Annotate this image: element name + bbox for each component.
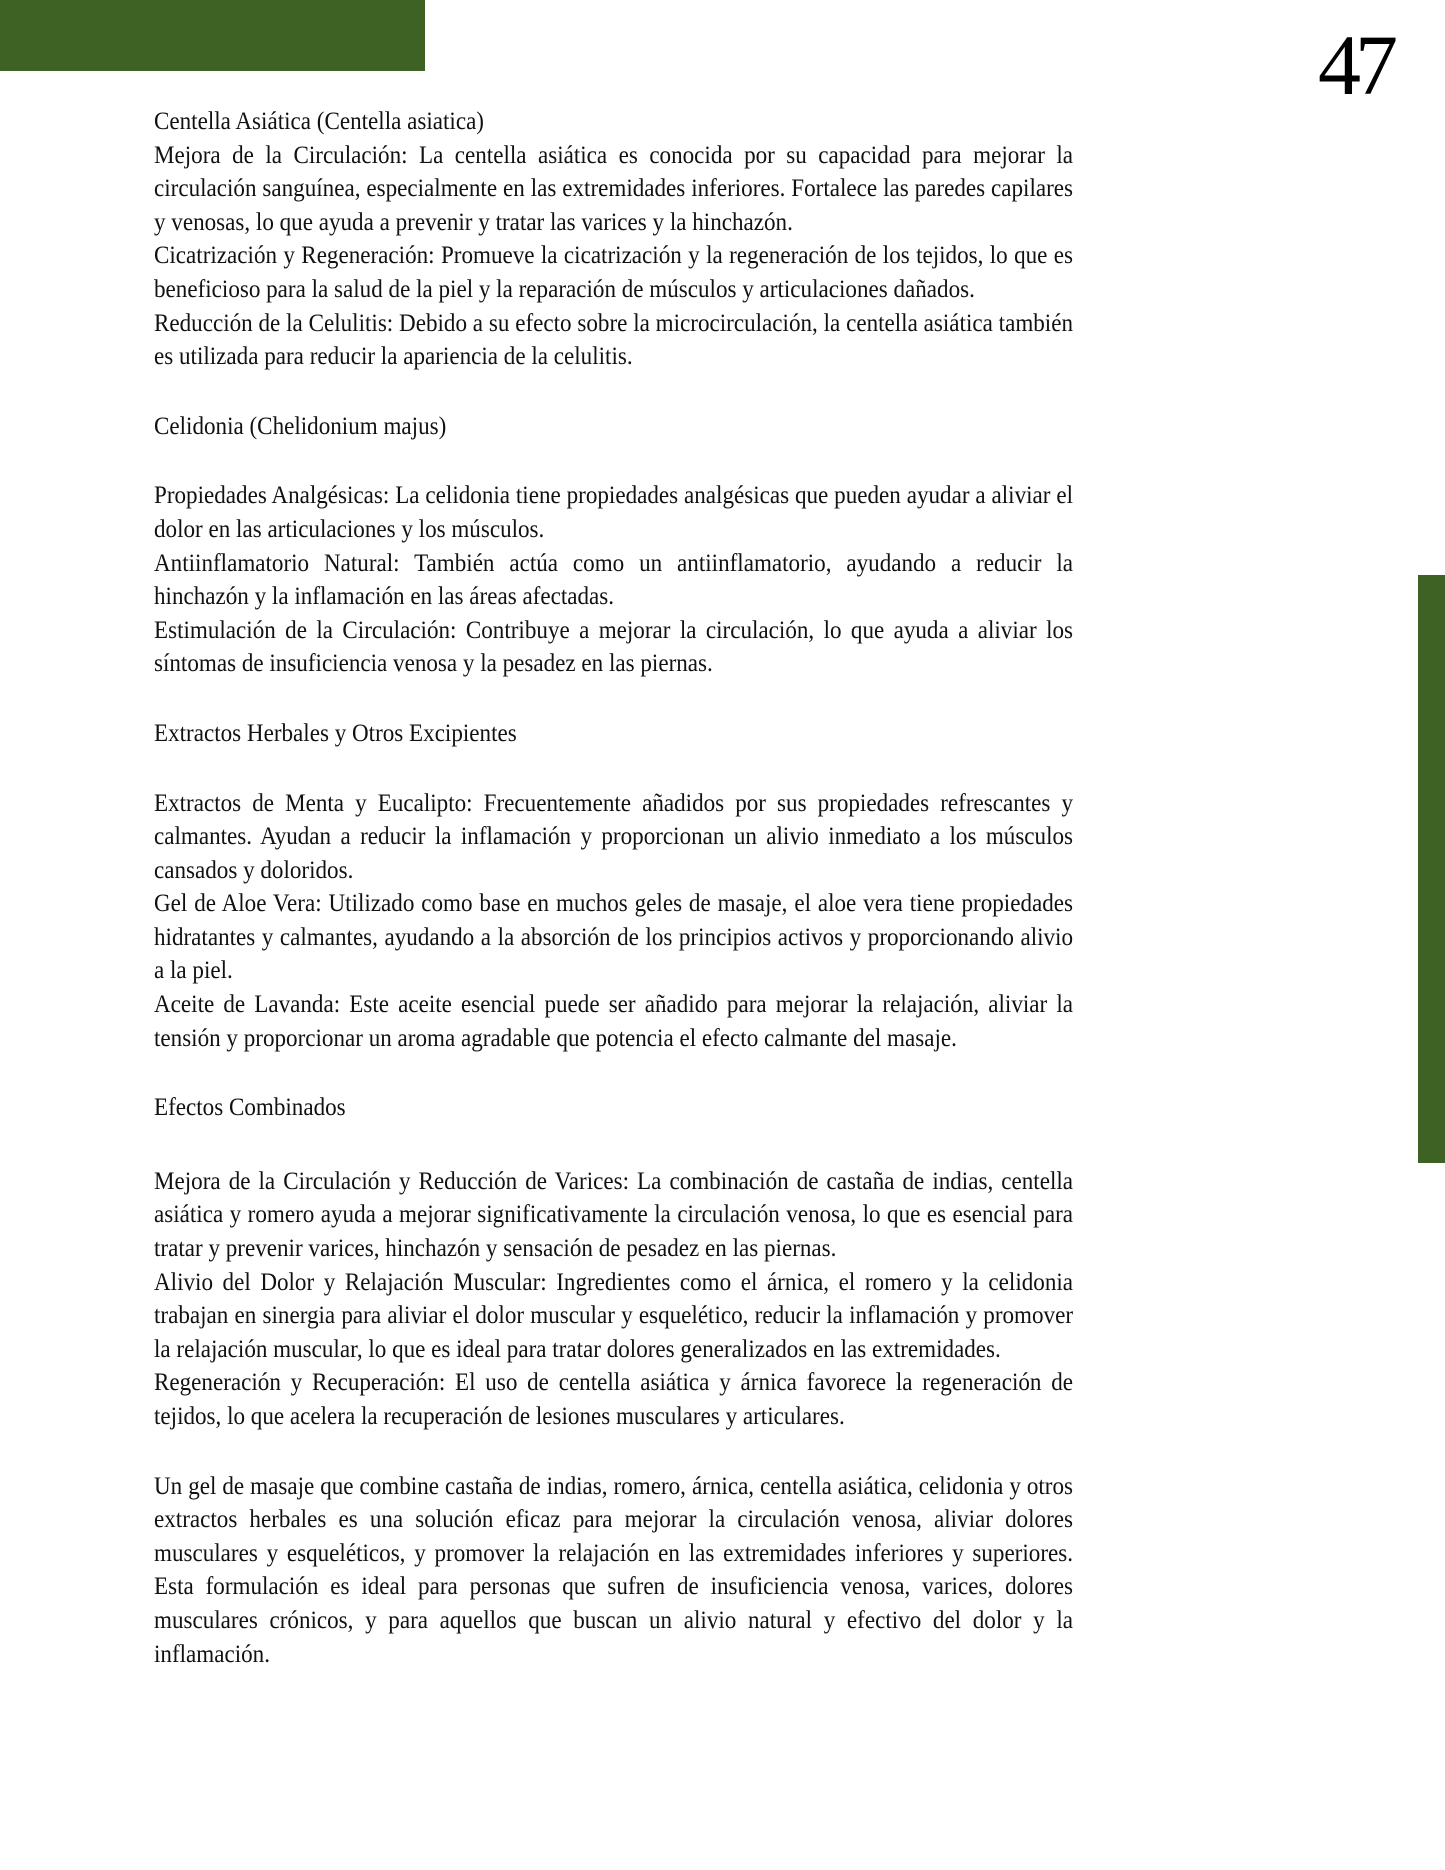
heading-celidonia: Celidonia (Chelidonium majus) [154,410,447,440]
paragraph-aceite-lavanda: Aceite de Lavanda: Este aceite esencial puede ser añadido para mejorar la relajación, aliviar la tensión y proporcionar un aroma agradable que potencia el efecto calmante del masaje. [154,989,1074,1052]
heading-centella-asiatica: Centella Asiática (Centella asiatica) [154,106,484,135]
spacer [154,1124,1073,1164]
paragraph-celidonia-antiinflamatorio: Antiinflamatorio Natural: También actúa como un antiinflamatorio, ayudando a reducir la hinchazón y la inflamación en las áreas afectadas. [154,547,1074,611]
paragraph-celidonia-circulacion: Estimulación de la Circulación: Contribuye a mejorar la circulación, lo que ayuda a aliviar los síntomas de insuficiencia venosa y la pesadez en las piernas. [154,614,1074,678]
paragraph-centella-celulitis: Reducción de la Celulitis: Debido a su efecto sobre la microcirculación, la centella asiática también es utilizada para reducir la apariencia de la celulitis. [154,307,1074,371]
paragraph-centella-circulacion: Mejora de la Circulación: La centella asiática es conocida por su capacidad para mejorar la circulación sanguínea, especialmente en las extremidades inferiores. Fortalece las paredes capilares y venosas, lo que ayuda a prevenir y tratar las varices y la hinchazón. [154,139,1074,236]
paragraph-aloe-vera: Gel de Aloe Vera: Utilizado como base en muchos geles de masaje, el aloe vera tiene propiedades hidratantes y calmantes, ayudando a la absorción de los principios activos y proporcionando alivio a la piel. [154,888,1074,985]
heading-efectos-combinados: Efectos Combinados [154,1092,346,1122]
spacer [154,1433,1073,1469]
spacer [154,680,1073,716]
page-number: 47 [1318,17,1392,113]
paragraph-efectos-circulacion-varices: Mejora de la Circulación y Reducción de Varices: La combinación de castaña de indias, centella asiática y romero ayuda a mejorar significativamente la circulación venosa, lo que es esencial para tratar y prevenir varices, hinchazón y sensación de pesadez en las piernas. [154,1165,1074,1263]
paragraph-centella-cicatrizacion: Cicatrización y Regeneración: Promueve la cicatrización y la regeneración de los tejidos, lo que es beneficioso para la salud de la piel y la reparación de músculos y articulaciones dañados. [154,240,1074,303]
green-header-block [0,0,425,71]
paragraph-conclusion: Un gel de masaje que combine castaña de indias, romero, árnica, centella asiática, celidonia y otros extractos herbales es una solución eficaz para mejorar la circulación venosa, aliviar dolores musculares y esqueléticos, y promover la relajación en las extremidades inferiores y superiores. Esta formulación es ideal para personas que sufren de insuficiencia venosa, varices, dolores musculares crónicos, y para aquellos que buscan un alivio natural y efectivo del dolor y la inflamación. [154,1470,1074,1668]
paragraph-celidonia-analgesicas: Propiedades Analgésicas: La celidonia tiene propiedades analgésicas que pueden ayudar a aliviar el dolor en las articulaciones y los músculos. [154,480,1074,543]
green-right-bar [1418,575,1445,1163]
spacer [154,750,1073,786]
spacer [154,1054,1073,1090]
paragraph-efectos-regeneracion: Regeneración y Recuperación: El uso de centella asiática y árnica favorece la regeneración de tejidos, lo que acelera la recuperación de lesiones musculares y articulares. [154,1367,1074,1430]
spacer [154,442,1073,478]
paragraph-efectos-alivio-dolor: Alivio del Dolor y Relajación Muscular: Ingredientes como el árnica, el romero y la celidonia trabajan en sinergia para aliviar el dolor muscular y esquelético, reducir la inflamación y promover la relajación muscular, lo que es ideal para tratar dolores generalizados en las extremidades. [154,1266,1074,1363]
heading-extractos-herbales: Extractos Herbales y Otros Excipientes [154,717,517,747]
spacer [154,373,1073,409]
document-body [154,104,1073,1670]
paragraph-menta-eucalipto: Extractos de Menta y Eucalipto: Frecuentemente añadidos por sus propiedades refrescantes y calmantes. Ayudan a reducir la inflamación y proporcionan un alivio inmediato a los músculos cansados y doloridos. [154,787,1074,884]
